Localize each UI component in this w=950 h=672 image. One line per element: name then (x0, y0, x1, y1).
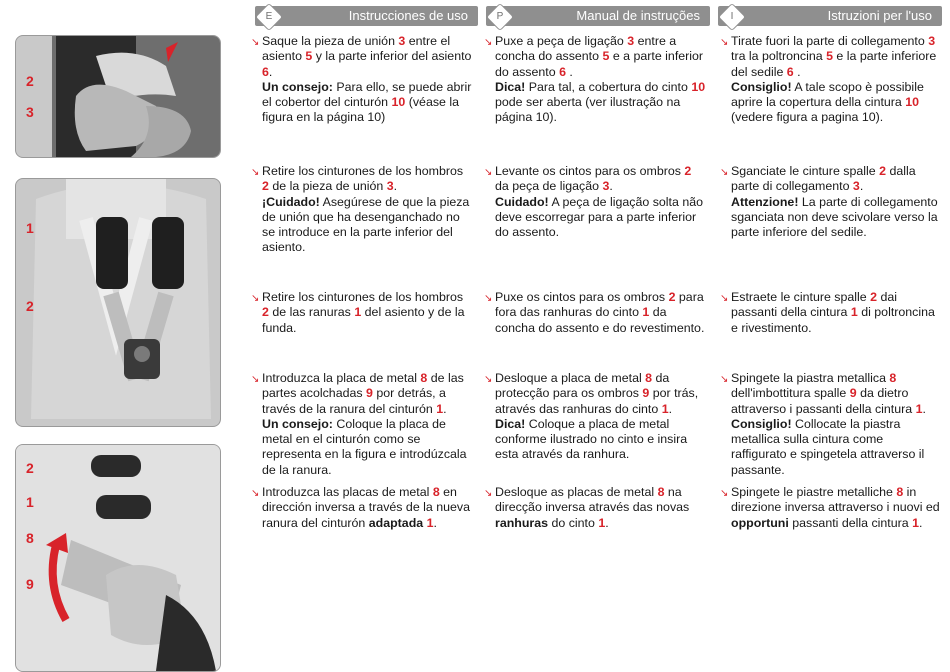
reference-number: 2 (262, 179, 269, 194)
instruction-text: A peça de ligação solta não deve escorregar para a parte inferior do assento. (495, 194, 704, 240)
emphasis-text: ranhuras (495, 515, 549, 530)
instruction-text: in direzione inversa attraverso i nuovi ed (731, 485, 940, 515)
reference-number: 8 (432, 485, 440, 499)
figure-3 (15, 444, 221, 672)
instruction-text: . (859, 179, 864, 194)
bullet-arrow-icon: ↘ (251, 488, 260, 499)
bullet-arrow-icon: ↘ (720, 37, 729, 48)
instruction-text: . (443, 401, 447, 416)
instruction-text: pode ser aberta (ver ilustração na página 10). (495, 95, 681, 125)
emphasis-text: Un consejo: (262, 416, 333, 431)
bullet-arrow-icon: ↘ (484, 488, 493, 499)
instruction-text: (vedere figura a pagina 10). (731, 110, 884, 125)
instruction-text: Introduzca las placas de metal (262, 485, 433, 499)
instruction-text: Coloque a placa de metal conforme ilustrado no cinto e insira esta através da ranhura. (495, 416, 688, 462)
instruction-text: . (668, 401, 673, 416)
instruction-text: tra la poltroncina (731, 49, 827, 64)
instruction-text: para fora das ranhuras do cinto (495, 290, 704, 320)
instruction-text: del asiento y de la funda. (262, 305, 465, 335)
header-es (255, 6, 478, 26)
instruction-text: na direcção inversa através das novas (495, 485, 690, 515)
header-title-pt: Manual de instruções (576, 8, 700, 23)
instruction-text: passanti della cintura (788, 515, 913, 530)
fig3-label-2: 2 (26, 460, 34, 476)
instruction-text: Retire los cinturones de los hombros (262, 290, 464, 304)
bullet-arrow-icon: ↘ (720, 374, 729, 385)
instruction-text: (véase la figura en la página 10) (262, 95, 460, 125)
instruction-text: La parte di collegamento sganciata non deve scivolare verso la parte inferiore del sedile. (731, 194, 938, 240)
instruction-paragraph (720, 164, 942, 240)
instruction-text: Puxe a peça de ligação (495, 34, 628, 48)
instruction-text: Tirate fuori la parte di collegamento (731, 34, 929, 48)
reference-number: 5 (602, 49, 610, 64)
instruction-paragraph (484, 34, 706, 126)
instruction-text: de las partes acolchadas (262, 371, 464, 401)
reference-number: 8 (657, 485, 665, 499)
emphasis-text: Dica! (495, 416, 526, 431)
instruction-paragraph (484, 164, 706, 240)
instruction-text: e la parte inferiore del sedile (731, 49, 937, 79)
instruction-text: . (922, 401, 926, 416)
reference-number: 10 (391, 95, 406, 110)
instruction-text: . (793, 64, 801, 79)
instruction-text: . (609, 179, 613, 194)
reference-number: 3 (398, 34, 406, 48)
reference-number: 3 (627, 34, 635, 48)
figure-2-illustration (16, 179, 220, 426)
instruction-paragraph (251, 290, 473, 336)
reference-number: 8 (889, 371, 897, 385)
instruction-text: de la pieza de unión (268, 179, 387, 194)
emphasis-text: Attenzione! (731, 194, 799, 209)
instruction-text: por trás, através das ranhuras do cinto (495, 386, 699, 416)
instruction-text: . (433, 515, 437, 530)
instruction-paragraph (720, 485, 942, 531)
reference-number: 1 (436, 401, 444, 416)
reference-number: 1 (912, 515, 920, 530)
lang-badge-it: I (718, 3, 746, 31)
reference-number: 9 (849, 386, 857, 401)
reference-number: 1 (426, 515, 434, 530)
header-title-it: Istruzioni per l'uso (827, 8, 932, 23)
instruction-paragraph (484, 371, 706, 463)
instruction-text: . (605, 515, 609, 530)
emphasis-text: adaptada (368, 515, 424, 530)
instruction-text: di poltroncina e rivestimento. (731, 305, 935, 335)
emphasis-text: opportuni (731, 515, 789, 530)
reference-number: 1 (915, 401, 923, 416)
instruction-text: Desloque a placa de metal (495, 371, 646, 385)
instruction-text: Asegúrese de que la pieza de unión que ha desenganchado no se introduce en la parte inferior del asiento. (262, 194, 470, 255)
emphasis-text: Consiglio! (731, 79, 792, 94)
bullet-arrow-icon: ↘ (484, 37, 493, 48)
fig2-label-1: 1 (26, 220, 34, 236)
reference-number: 1 (598, 515, 606, 530)
fig3-label-1: 1 (26, 494, 34, 510)
reference-number: 2 (879, 164, 886, 178)
reference-number: 8 (896, 485, 904, 499)
instruction-text: . (565, 64, 573, 79)
fig3-label-8: 8 (26, 530, 34, 546)
header-it (718, 6, 942, 26)
emphasis-text: ¡Cuidado! (262, 194, 320, 209)
reference-number: 6 (262, 64, 269, 79)
reference-number: 1 (850, 305, 858, 320)
reference-number: 9 (642, 386, 650, 401)
instruction-text: Introduzca la placa de metal (262, 371, 421, 385)
reference-number: 2 (870, 290, 878, 304)
instruction-text: Para tal, a cobertura do cinto (525, 79, 692, 94)
instruction-text: Estraete le cinture spalle (731, 290, 871, 304)
lang-badge-pt: P (486, 3, 514, 31)
bullet-arrow-icon: ↘ (251, 374, 260, 385)
instruction-text: Spingete le piastre metalliche (731, 485, 897, 499)
fig2-label-2: 2 (26, 298, 34, 314)
reference-number: 3 (928, 34, 936, 48)
instruction-text: de las ranuras (268, 305, 355, 320)
reference-number: 2 (684, 164, 692, 178)
reference-number: 10 (905, 95, 920, 110)
figure-2 (15, 178, 221, 427)
instruction-text: Collocate la piastra metallica sulla cintura come raffigurato e spingetela attraverso il passante. (731, 416, 925, 477)
instruction-text: Desloque as placas de metal (495, 485, 658, 499)
figure-1-illustration (16, 36, 220, 157)
header-pt (486, 6, 710, 26)
instruction-text: Sganciate le cinture spalle (731, 164, 880, 178)
bullet-arrow-icon: ↘ (720, 293, 729, 304)
reference-number: 8 (420, 371, 428, 385)
bullet-arrow-icon: ↘ (251, 37, 260, 48)
instruction-text: da protecção para os ombros (495, 371, 670, 401)
reference-number: 10 (691, 79, 706, 94)
instruction-text: Retire los cinturones de los hombros (262, 164, 464, 178)
instruction-text: entre a concha do assento (495, 34, 677, 64)
figure-3-illustration (16, 445, 220, 671)
reference-number: 3 (852, 179, 860, 194)
fig1-label-2: 2 (26, 73, 34, 89)
fig3-label-9: 9 (26, 576, 34, 592)
instruction-paragraph (720, 34, 942, 126)
instruction-text: da dietro attraverso i passanti della cintura (731, 386, 916, 416)
bullet-arrow-icon: ↘ (720, 488, 729, 499)
instruction-text: dai passanti della cintura (731, 290, 898, 320)
instruction-text: Coloque la placa de metal en el cinturón como se representa en la figura e introdúzcala de la ranura. (262, 416, 467, 477)
reference-number: 8 (645, 371, 653, 385)
bullet-arrow-icon: ↘ (484, 293, 493, 304)
bullet-arrow-icon: ↘ (484, 374, 493, 385)
reference-number: 6 (559, 64, 566, 79)
instruction-text: . (919, 515, 923, 530)
instruction-text: en dirección inversa a través de la nueva ranura del cinturón (262, 485, 471, 530)
bullet-arrow-icon: ↘ (484, 167, 493, 178)
reference-number: 3 (386, 179, 394, 194)
instruction-text: Para ello, se puede abrir el cobertor del cinturón (262, 79, 472, 110)
instruction-paragraph (720, 371, 942, 478)
instruction-paragraph (251, 34, 473, 126)
header-title-es: Instrucciones de uso (348, 8, 468, 23)
reference-number: 9 (366, 386, 373, 401)
instruction-text: e a parte inferior do assento (495, 49, 704, 79)
bullet-arrow-icon: ↘ (720, 167, 729, 178)
instruction-text: do cinto (548, 515, 599, 530)
emphasis-text: Cuidado! (495, 194, 549, 209)
instruction-text: da peça de ligação (495, 179, 603, 194)
instruction-text: dalla parte di collegamento (731, 164, 916, 194)
emphasis-text: Consiglio! (731, 416, 792, 431)
bullet-arrow-icon: ↘ (251, 167, 260, 178)
instruction-text: entre el asiento (262, 34, 451, 64)
reference-number: 6 (786, 64, 794, 79)
reference-number: 1 (661, 401, 669, 416)
instruction-text: Saque la pieza de unión (262, 34, 399, 48)
fig1-label-3: 3 (26, 104, 34, 120)
reference-number: 5 (305, 49, 313, 64)
instruction-paragraph (251, 371, 473, 478)
instruction-paragraph (484, 485, 706, 531)
instruction-text: A tale scopo è possibile aprire la copertura della cintura (731, 79, 924, 110)
instruction-text: da concha do assento e do revestimento. (495, 305, 705, 335)
instruction-text: Levante os cintos para os ombros (495, 164, 685, 178)
instruction-text: Spingete la piastra metallica (731, 371, 890, 385)
bullet-arrow-icon: ↘ (251, 293, 260, 304)
instruction-paragraph (251, 485, 473, 531)
figure-1 (15, 35, 221, 158)
instruction-text: por detrás, a través de la ranura del cinturón (262, 386, 446, 416)
instruction-paragraph (484, 290, 706, 336)
instruction-text: Puxe os cintos para os ombros (495, 290, 669, 304)
reference-number: 5 (826, 49, 833, 64)
reference-number: 1 (354, 305, 362, 320)
instruction-text: dell'imbottitura spalle (731, 386, 850, 401)
reference-number: 2 (262, 305, 269, 320)
instruction-text: . (268, 64, 273, 79)
reference-number: 1 (642, 305, 650, 320)
lang-badge-es: E (255, 3, 283, 31)
instruction-text: . (393, 179, 398, 194)
instruction-text: y la parte inferior del asiento (312, 49, 472, 64)
reference-number: 2 (668, 290, 676, 304)
instruction-paragraph (251, 164, 473, 256)
instruction-paragraph (720, 290, 942, 336)
emphasis-text: Un consejo: (262, 79, 333, 94)
reference-number: 3 (602, 179, 610, 194)
emphasis-text: Dica! (495, 79, 526, 94)
